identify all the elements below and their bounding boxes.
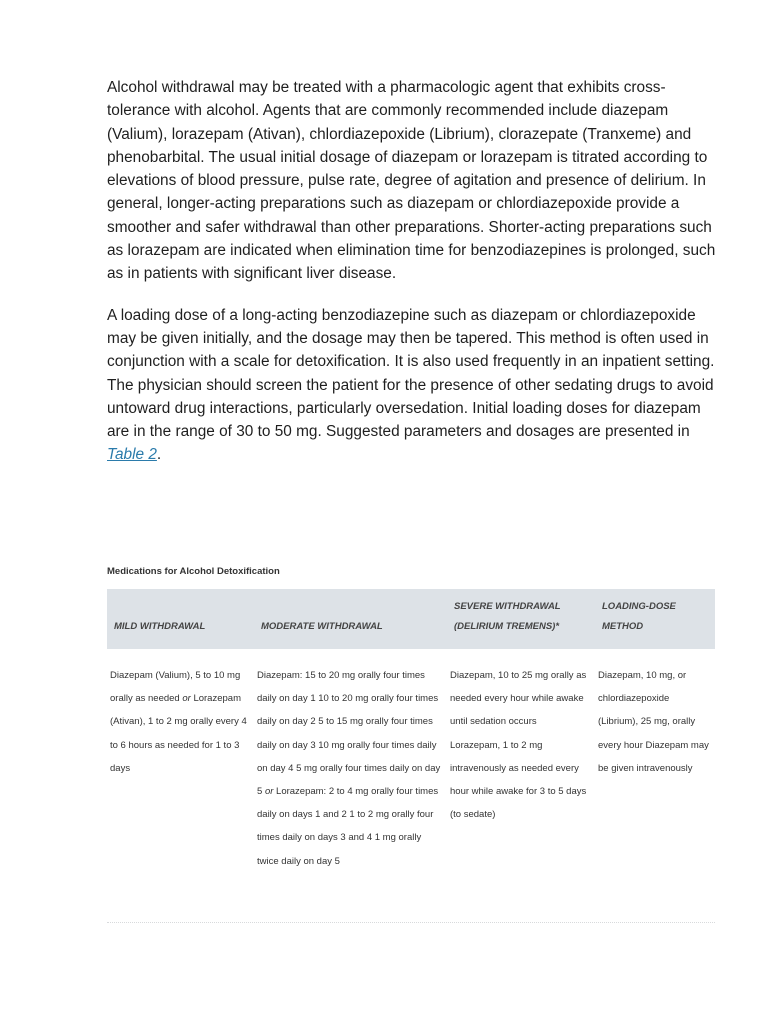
cell-mild [107, 649, 254, 919]
cell-mild-text-2: Lorazepam (Ativan), 1 to 2 mg orally every 4 to 6 hours as needed for 1 to 3 days [110, 693, 247, 774]
header-mild-withdrawal: MILD WITHDRAWAL [114, 621, 206, 632]
header-moderate-withdrawal: MODERATE WITHDRAWAL [261, 621, 383, 632]
cell-moderate [254, 649, 447, 919]
paragraph-2-text: A loading dose of a long-acting benzodiazepine such as diazepam or chlordiazepoxide may be given initially, and the dosage may then be tapered. This method is often used in conjunction with a scale for detoxification. It is also used frequently in an inpatient setting. The physician should screen the patient for the presence of other sedating drugs to avoid untoward drug interactions, particularly oversedation. Initial loading doses for diazepam are in the range of 30 to 50 mg. Suggested parameters and dosages are presented in [107, 306, 715, 441]
table-caption: Medications for Alcohol Detoxification [107, 566, 280, 577]
cell-mild-text-1: Diazepam (Valium), 5 to 10 mg orally as needed [110, 670, 241, 705]
header-loading-dose: LOADING-DOSE METHOD [602, 601, 676, 632]
cell-moderate-or: or [264, 786, 274, 798]
cell-moderate-text-2: Lorazepam: 2 to 4 mg orally four times daily on days 1 and 2 1 to 2 mg orally four times daily on days 3 and 4 1 mg orally twice daily on day 5 [257, 786, 439, 867]
cell-loading: Diazepam, 10 mg, or chlordiazepoxide (Librium), 25 mg, orally every hour Diazepam may be given intravenously [598, 670, 709, 774]
table-divider [107, 922, 715, 923]
medications-table [107, 589, 715, 919]
medications-table-block [107, 565, 715, 919]
article-body [107, 76, 717, 485]
paragraph-2-end: . [156, 446, 162, 464]
table-row [107, 649, 715, 919]
cell-severe: Diazepam, 10 to 25 mg orally as needed every hour while awake until sedation occurs Lorazepam, 1 to 2 mg intravenously as needed every hour while awake for 3 to 5 days (to sedate) [450, 670, 587, 821]
table-2-link[interactable]: Table 2 [107, 446, 157, 464]
header-severe-withdrawal: SEVERE WITHDRAWAL (DELIRIUM TREMENS)* [454, 601, 561, 632]
paragraph-1: Alcohol withdrawal may be treated with a pharmacologic agent that exhibits cross-tolerance with alcohol. Agents that are commonly recommended include diazepam (Valium), lorazepam (Ativan), chlordiazepoxide (Librium), clorazepate (Tranxeme) and phenobarbital. The usual initial dosage of diazepam or lorazepam is titrated according to elevations of blood pressure, pulse rate, degree of agitation and presence of delirium. In general, longer-acting preparations such as diazepam or chlordiazepoxide provide a smoother and safer withdrawal than other preparations. Shorter-acting preparations such as lorazepam are indicated when elimination time for benzodiazepines is prolonged, such as in patients with significant liver disease. [107, 79, 716, 283]
table-header-row [107, 589, 715, 649]
paragraph-2 [107, 304, 717, 467]
cell-mild-or: or [182, 693, 191, 705]
cell-moderate-text-1: Diazepam: 15 to 20 mg orally four times daily on day 1 10 to 20 mg orally four times daily on day 2 5 to 15 mg orally four times daily on day 3 10 mg orally four times daily on day 4 5 mg orally four times daily on day 5 [257, 670, 441, 798]
